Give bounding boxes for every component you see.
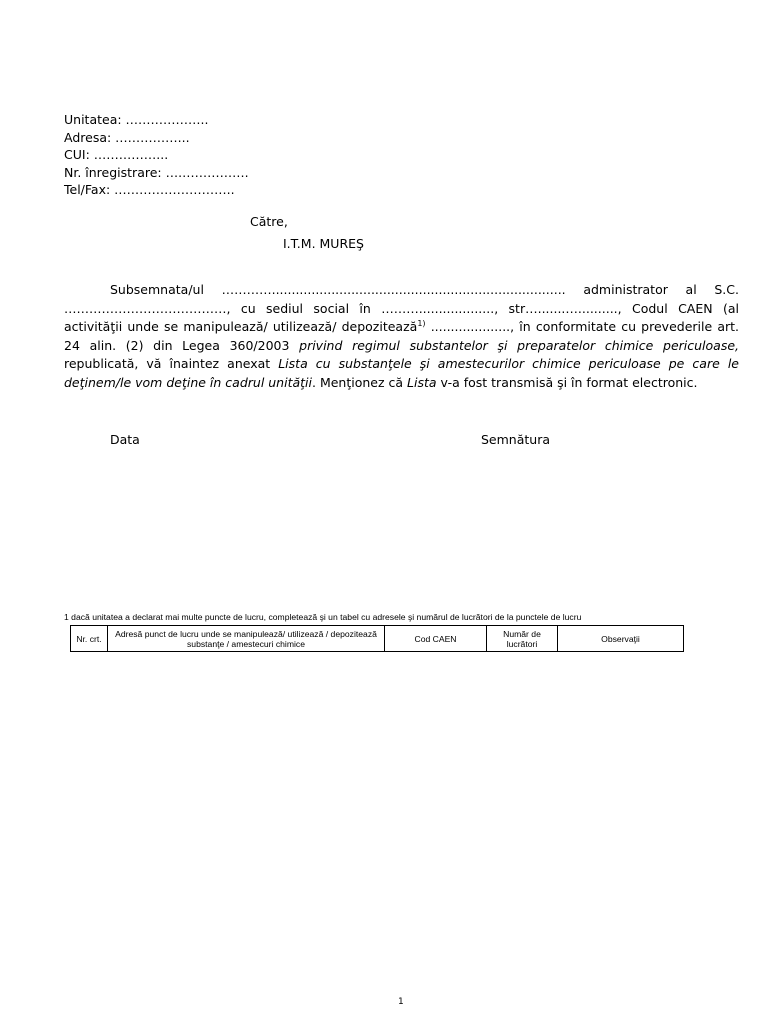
body-part-1: Subsemnata/ul ………….......................................................................... administrator al S.C. …………………………………, cu sediul social în ………..................., str….......….........., Codul CAEN (al activităţii unde se manipulează/ utilizează/ depozitează: [64, 282, 739, 334]
law-title: privind regimul substantelor şi preparatelor chimice periculoase,: [299, 337, 739, 353]
catre-label: Către,: [250, 214, 288, 229]
body-part-5: v-a fost transmisă şi în format electronic.: [436, 374, 698, 390]
date-label: Data: [110, 432, 140, 447]
unitatea-line: Unitatea: ………………..: [64, 112, 209, 127]
table-header-row: [71, 626, 684, 652]
adresa-line: Adresa: ……………...: [64, 129, 190, 145]
footnote-ref: 1): [417, 318, 426, 328]
tel-fax-line: Tel/Fax: ………………………..: [64, 182, 235, 198]
work-points-table: [70, 625, 684, 652]
footnote: 1 dacă unitatea a declarat mai multe puncte de lucru, completează şi un tabel cu adresele şi numărul de lucrători de la punctele de lucru: [64, 612, 582, 622]
page-number: 1: [398, 997, 404, 1007]
nr-inregistrare-line: Nr. înregistrare: ….…………….: [64, 164, 249, 180]
col-adresa: Adresă punct de lucru unde se manipulează/ utilizează / depozitează substanţe / amestecuri chimice: [108, 626, 385, 652]
col-cod-caen: Cod CAEN: [385, 626, 487, 652]
signature-label: Semnătura: [481, 432, 551, 447]
itm-recipient: I.T.M. MUREŞ: [283, 236, 364, 251]
body-part-3: republicată, vă înaintez anexat: [64, 356, 279, 371]
list-title: Lista cu substanţele şi amestecurilor chimice periculoase pe care le deţinem/le vom deţine în cadrul unităţii: [64, 356, 739, 390]
col-observatii: Observaţii: [558, 626, 684, 652]
letter-body: [64, 281, 739, 392]
company-header: [64, 111, 249, 199]
list-word: Lista: [407, 374, 437, 390]
cui-line: CUI: ……………...: [64, 147, 169, 163]
body-part-2: ...................., în conformitate cu prevederile art. 24 alin. (2) din Legea 360/2003: [64, 319, 739, 353]
col-nr-crt: Nr. crt.: [71, 626, 108, 652]
col-numar-lucratori: Număr de lucrători: [487, 626, 558, 652]
body-part-4: . Menţionez că: [312, 374, 408, 390]
